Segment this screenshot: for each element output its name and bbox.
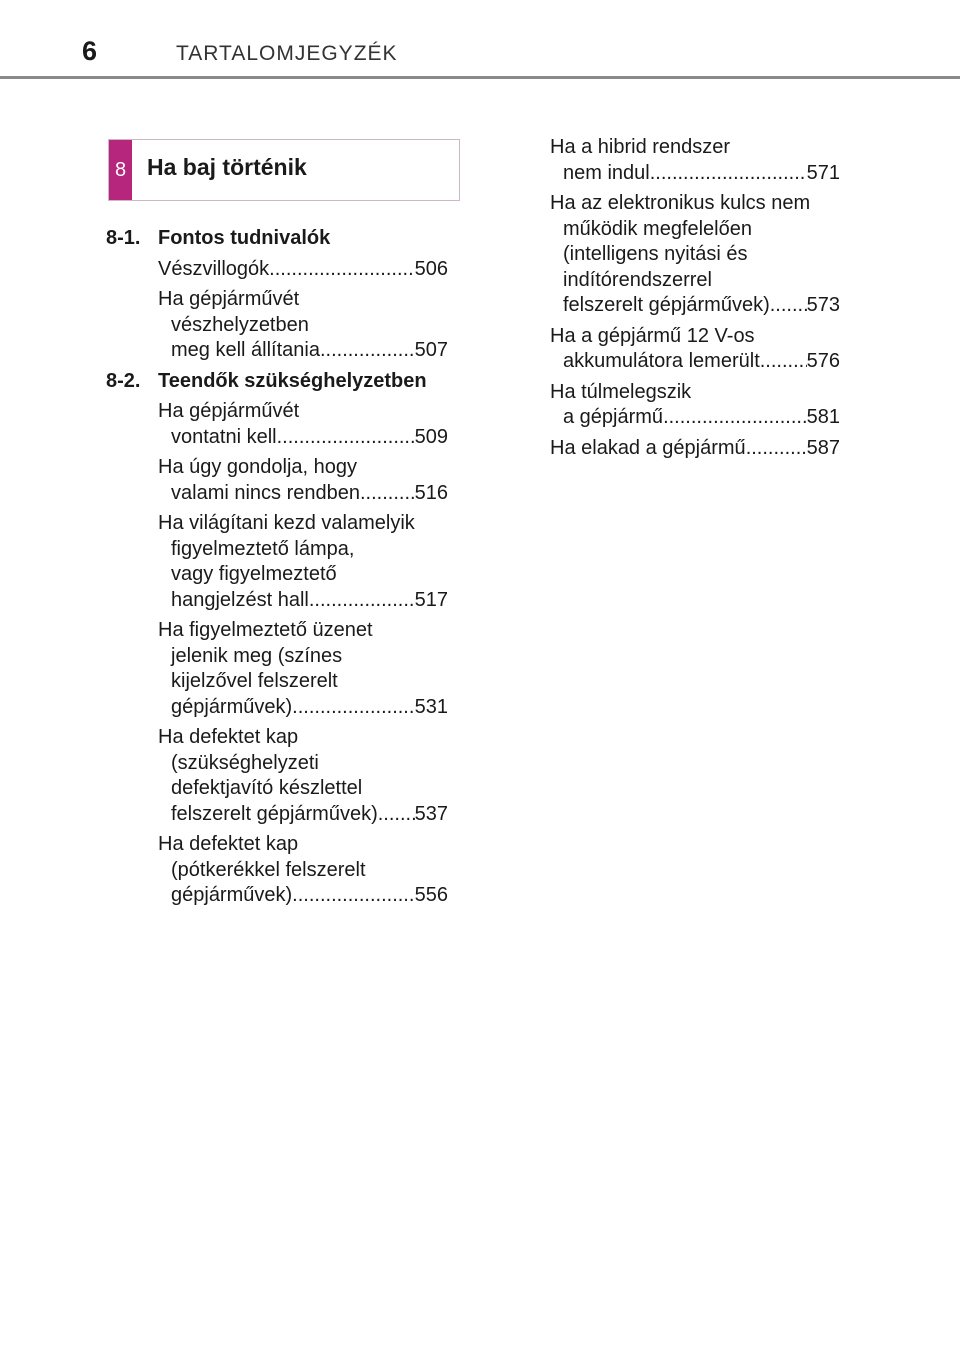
toc-entry-line: Ha figyelmeztető üzenet — [158, 619, 373, 641]
toc-entry — [106, 725, 448, 827]
dot-leader — [277, 425, 415, 451]
section-title: Fontos tudnivalók — [158, 227, 331, 249]
toc-page-number: 537 — [414, 802, 448, 825]
toc-entry — [106, 257, 448, 283]
toc-page-number: 507 — [414, 339, 448, 361]
toc-entry-line: Ha gépjárművét — [158, 288, 300, 310]
dot-leader — [378, 802, 415, 828]
dot-leader — [770, 293, 807, 319]
toc-entry-last-line — [550, 405, 840, 431]
toc-entry-text: nem indul — [563, 161, 650, 184]
dot-leader — [320, 338, 415, 364]
toc-page-number: 556 — [414, 884, 448, 906]
toc-entry-last-line — [158, 257, 448, 283]
toc-right-column — [550, 135, 840, 461]
toc-entry — [550, 436, 840, 462]
toc-entry-text: Vészvillogók — [158, 257, 270, 280]
toc-entry-line: Ha világítani kezd valamelyik — [158, 512, 415, 534]
toc-entry-line: kijelzővel felszerelt — [171, 670, 338, 692]
toc-entry-line: (intelligens nyitási és — [563, 243, 748, 265]
chapter-title: Ha baj történik — [147, 154, 307, 180]
toc-section-heading — [106, 226, 448, 252]
toc-page-number: 587 — [806, 436, 840, 459]
toc-page-number: 509 — [414, 425, 448, 448]
toc-entry-line: jelenik meg (színes — [171, 644, 343, 667]
dot-leader — [746, 436, 807, 462]
toc-page-number: 531 — [414, 695, 448, 718]
toc-entry-line: Ha a hibrid rendszer — [550, 136, 731, 158]
toc-entry-last-line — [550, 293, 840, 319]
toc-page-number: 573 — [806, 294, 840, 316]
toc-entry-last-line — [550, 349, 840, 375]
chapter-heading — [108, 139, 460, 201]
toc-entry — [106, 455, 448, 506]
page-number: 6 — [82, 36, 98, 66]
toc-entry-last-line — [158, 802, 448, 828]
toc-entry-line: Ha úgy gondolja, hogy — [158, 456, 358, 478]
toc-entry — [106, 832, 448, 909]
dot-leader — [663, 405, 807, 431]
toc-entry-line: működik megfelelően — [563, 217, 752, 240]
toc-entry-line: Ha gépjárművét — [158, 400, 300, 422]
toc-page-number: 506 — [414, 257, 448, 280]
chapter-number-tab: 8 — [109, 140, 132, 200]
toc-entry-line: Ha defektet kap — [158, 833, 299, 855]
page-header — [0, 0, 960, 80]
toc-entry — [106, 511, 448, 613]
toc-entry-line: Ha túlmelegszik — [550, 380, 692, 403]
toc-entry-last-line — [550, 161, 840, 187]
toc-entry — [106, 399, 448, 450]
toc-entry-text: akkumulátora lemerült — [563, 350, 760, 372]
toc-page-number: 576 — [806, 350, 840, 372]
toc-page-number: 581 — [806, 406, 840, 428]
toc-entry-text: hangjelzést hall — [171, 588, 309, 611]
toc-entry — [106, 287, 448, 364]
toc-entry-line: vészhelyzetben — [171, 313, 309, 336]
toc-entry — [106, 618, 448, 720]
toc-entry-text: a gépjármű — [563, 406, 664, 428]
toc-entry-last-line — [158, 588, 448, 614]
toc-entry-last-line — [158, 695, 448, 721]
dot-leader — [292, 695, 414, 721]
toc-entry — [550, 380, 840, 431]
header-title: TARTALOMJEGYZÉK — [176, 42, 398, 65]
toc-entry-last-line — [158, 481, 448, 507]
section-title: Teendők szükséghelyzetben — [158, 369, 427, 392]
toc-entry-text: valami nincs rendben — [171, 481, 360, 504]
toc-entry — [550, 324, 840, 375]
toc-entry-line: Ha defektet kap — [158, 726, 299, 748]
toc-entry-text: gépjárművek) — [171, 695, 293, 718]
toc-entry-line: Ha a gépjármű 12 V-os — [550, 324, 755, 347]
toc-entry-line: (szükséghelyzeti — [171, 751, 319, 774]
toc-entry-line: figyelmeztető lámpa, — [171, 537, 355, 560]
dot-leader — [309, 588, 415, 614]
toc-entry-line: (pótkerékkel felszerelt — [171, 858, 366, 881]
toc-entry-last-line — [158, 883, 448, 909]
toc-entry — [550, 135, 840, 186]
dot-leader — [650, 161, 807, 187]
section-number: 8-1. — [106, 227, 141, 249]
section-number: 8-2. — [106, 369, 141, 392]
dot-leader — [360, 481, 415, 507]
toc-page-number: 517 — [414, 588, 448, 611]
dot-leader — [760, 349, 807, 375]
toc-entry-line: indítórendszerrel — [563, 268, 712, 291]
toc-entry — [550, 191, 840, 319]
toc-entry-text: gépjárművek) — [171, 884, 293, 906]
toc-entry-text: Ha elakad a gépjármű — [550, 436, 746, 459]
toc-entry-text: felszerelt gépjárművek) — [563, 294, 770, 316]
toc-page-number: 516 — [414, 481, 448, 504]
dot-leader — [292, 883, 414, 909]
header-rule — [0, 76, 960, 79]
toc-left-column — [106, 226, 448, 909]
toc-entry-line: Ha az elektronikus kulcs nem — [550, 192, 811, 214]
dot-leader — [269, 257, 414, 283]
toc-section-heading — [106, 369, 448, 395]
toc-page-number: 571 — [806, 161, 840, 184]
toc-entry-last-line — [158, 338, 448, 364]
toc-entry-last-line — [550, 436, 840, 462]
toc-entry-text: meg kell állítania — [171, 339, 320, 361]
toc-entry-text: vontatni kell — [171, 425, 277, 448]
toc-entry-text: felszerelt gépjárművek) — [171, 802, 378, 825]
toc-entry-line: defektjavító készlettel — [171, 777, 363, 799]
toc-entry-last-line — [158, 425, 448, 451]
toc-entry-line: vagy figyelmeztető — [171, 563, 337, 585]
